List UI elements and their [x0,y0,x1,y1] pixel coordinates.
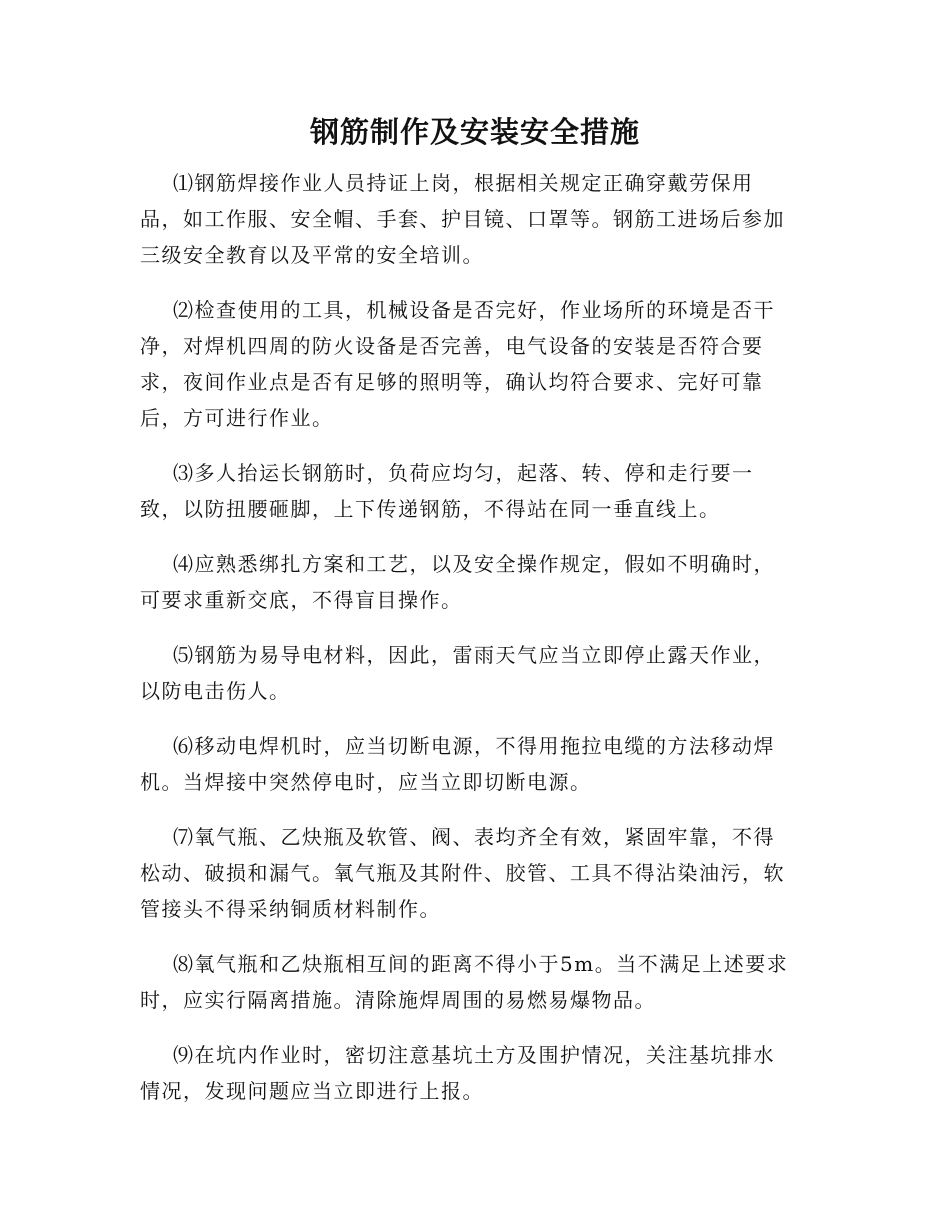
paragraph-9 [140,1037,805,1109]
paragraph-5 [140,637,805,709]
document-body [140,165,805,1128]
paragraph-8 [140,946,805,1018]
paragraph-1 [140,165,805,273]
paragraph-line: 管接头不得采纳铜质材料制作。 [140,897,441,921]
paragraph-line: 可要求重新交底，不得盲目操作。 [140,588,463,612]
paragraph-4 [140,546,805,618]
paragraph-line: 情况，发现问题应当立即进行上报。 [140,1079,484,1103]
paragraph-line: 求，夜间作业点是否有足够的照明等，确认均符合要求、完好可靠 [140,370,764,394]
paragraph-line: 机。当焊接中突然停电时，应当立即切断电源。 [140,770,592,794]
paragraph-2 [140,292,805,436]
paragraph-line: ⑴钢筋焊接作业人员持证上岗，根据相关规定正确穿戴劳保用 [173,171,754,195]
paragraph-line: 致，以防扭腰砸脚，上下传递钢筋，不得站在同一垂直线上。 [140,497,721,521]
paragraph-line: 以防电击伤人。 [140,679,291,703]
paragraph-line: 品，如工作服、安全帽、手套、护目镜、口罩等。钢筋工进场后参加 [140,207,785,231]
paragraph-line: ⑹移动电焊机时，应当切断电源，不得用拖拉电缆的方法移动焊 [173,734,775,758]
paragraph-line: 三级安全教育以及平常的安全培训。 [140,243,484,267]
paragraph-line: ⑶多人抬运长钢筋时，负荷应均匀，起落、转、停和走行要一 [173,461,754,485]
paragraph-line: 净，对焊机四周的防火设备是否完善，电气设备的安装是否符合要 [140,334,764,358]
paragraph-6 [140,728,805,800]
paragraph-line: 后，方可进行作业。 [140,406,334,430]
paragraph-line: ⑸钢筋为易导电材料，因此，雷雨天气应当立即停止露天作业， [173,643,775,667]
paragraph-line: ⑵检查使用的工具，机械设备是否完好，作业场所的环境是否干 [173,298,775,322]
paragraph-line: ⑺氧气瓶、乙炔瓶及软管、阀、表均齐全有效，紧固牢靠，不得 [173,825,775,849]
document-title: 钢筋制作及安装安全措施 [309,115,640,149]
paragraph-line: 时，应实行隔离措施。清除施焊周围的易燃易爆物品。 [140,988,656,1012]
paragraph-3 [140,455,805,527]
paragraph-line: 松动、破损和漏气。氧气瓶及其附件、胶管、工具不得沾染油污，软 [140,861,785,885]
paragraph-line: ⑼在坑内作业时，密切注意基坑土方及围护情况，关注基坑排水 [173,1043,775,1067]
paragraph-line: ⑷应熟悉绑扎方案和工艺，以及安全操作规定，假如不明确时， [173,552,775,576]
paragraph-line: ⑻氧气瓶和乙炔瓶相互间的距离不得小于5m。当不满足上述要求 [173,952,789,976]
paragraph-7 [140,819,805,927]
